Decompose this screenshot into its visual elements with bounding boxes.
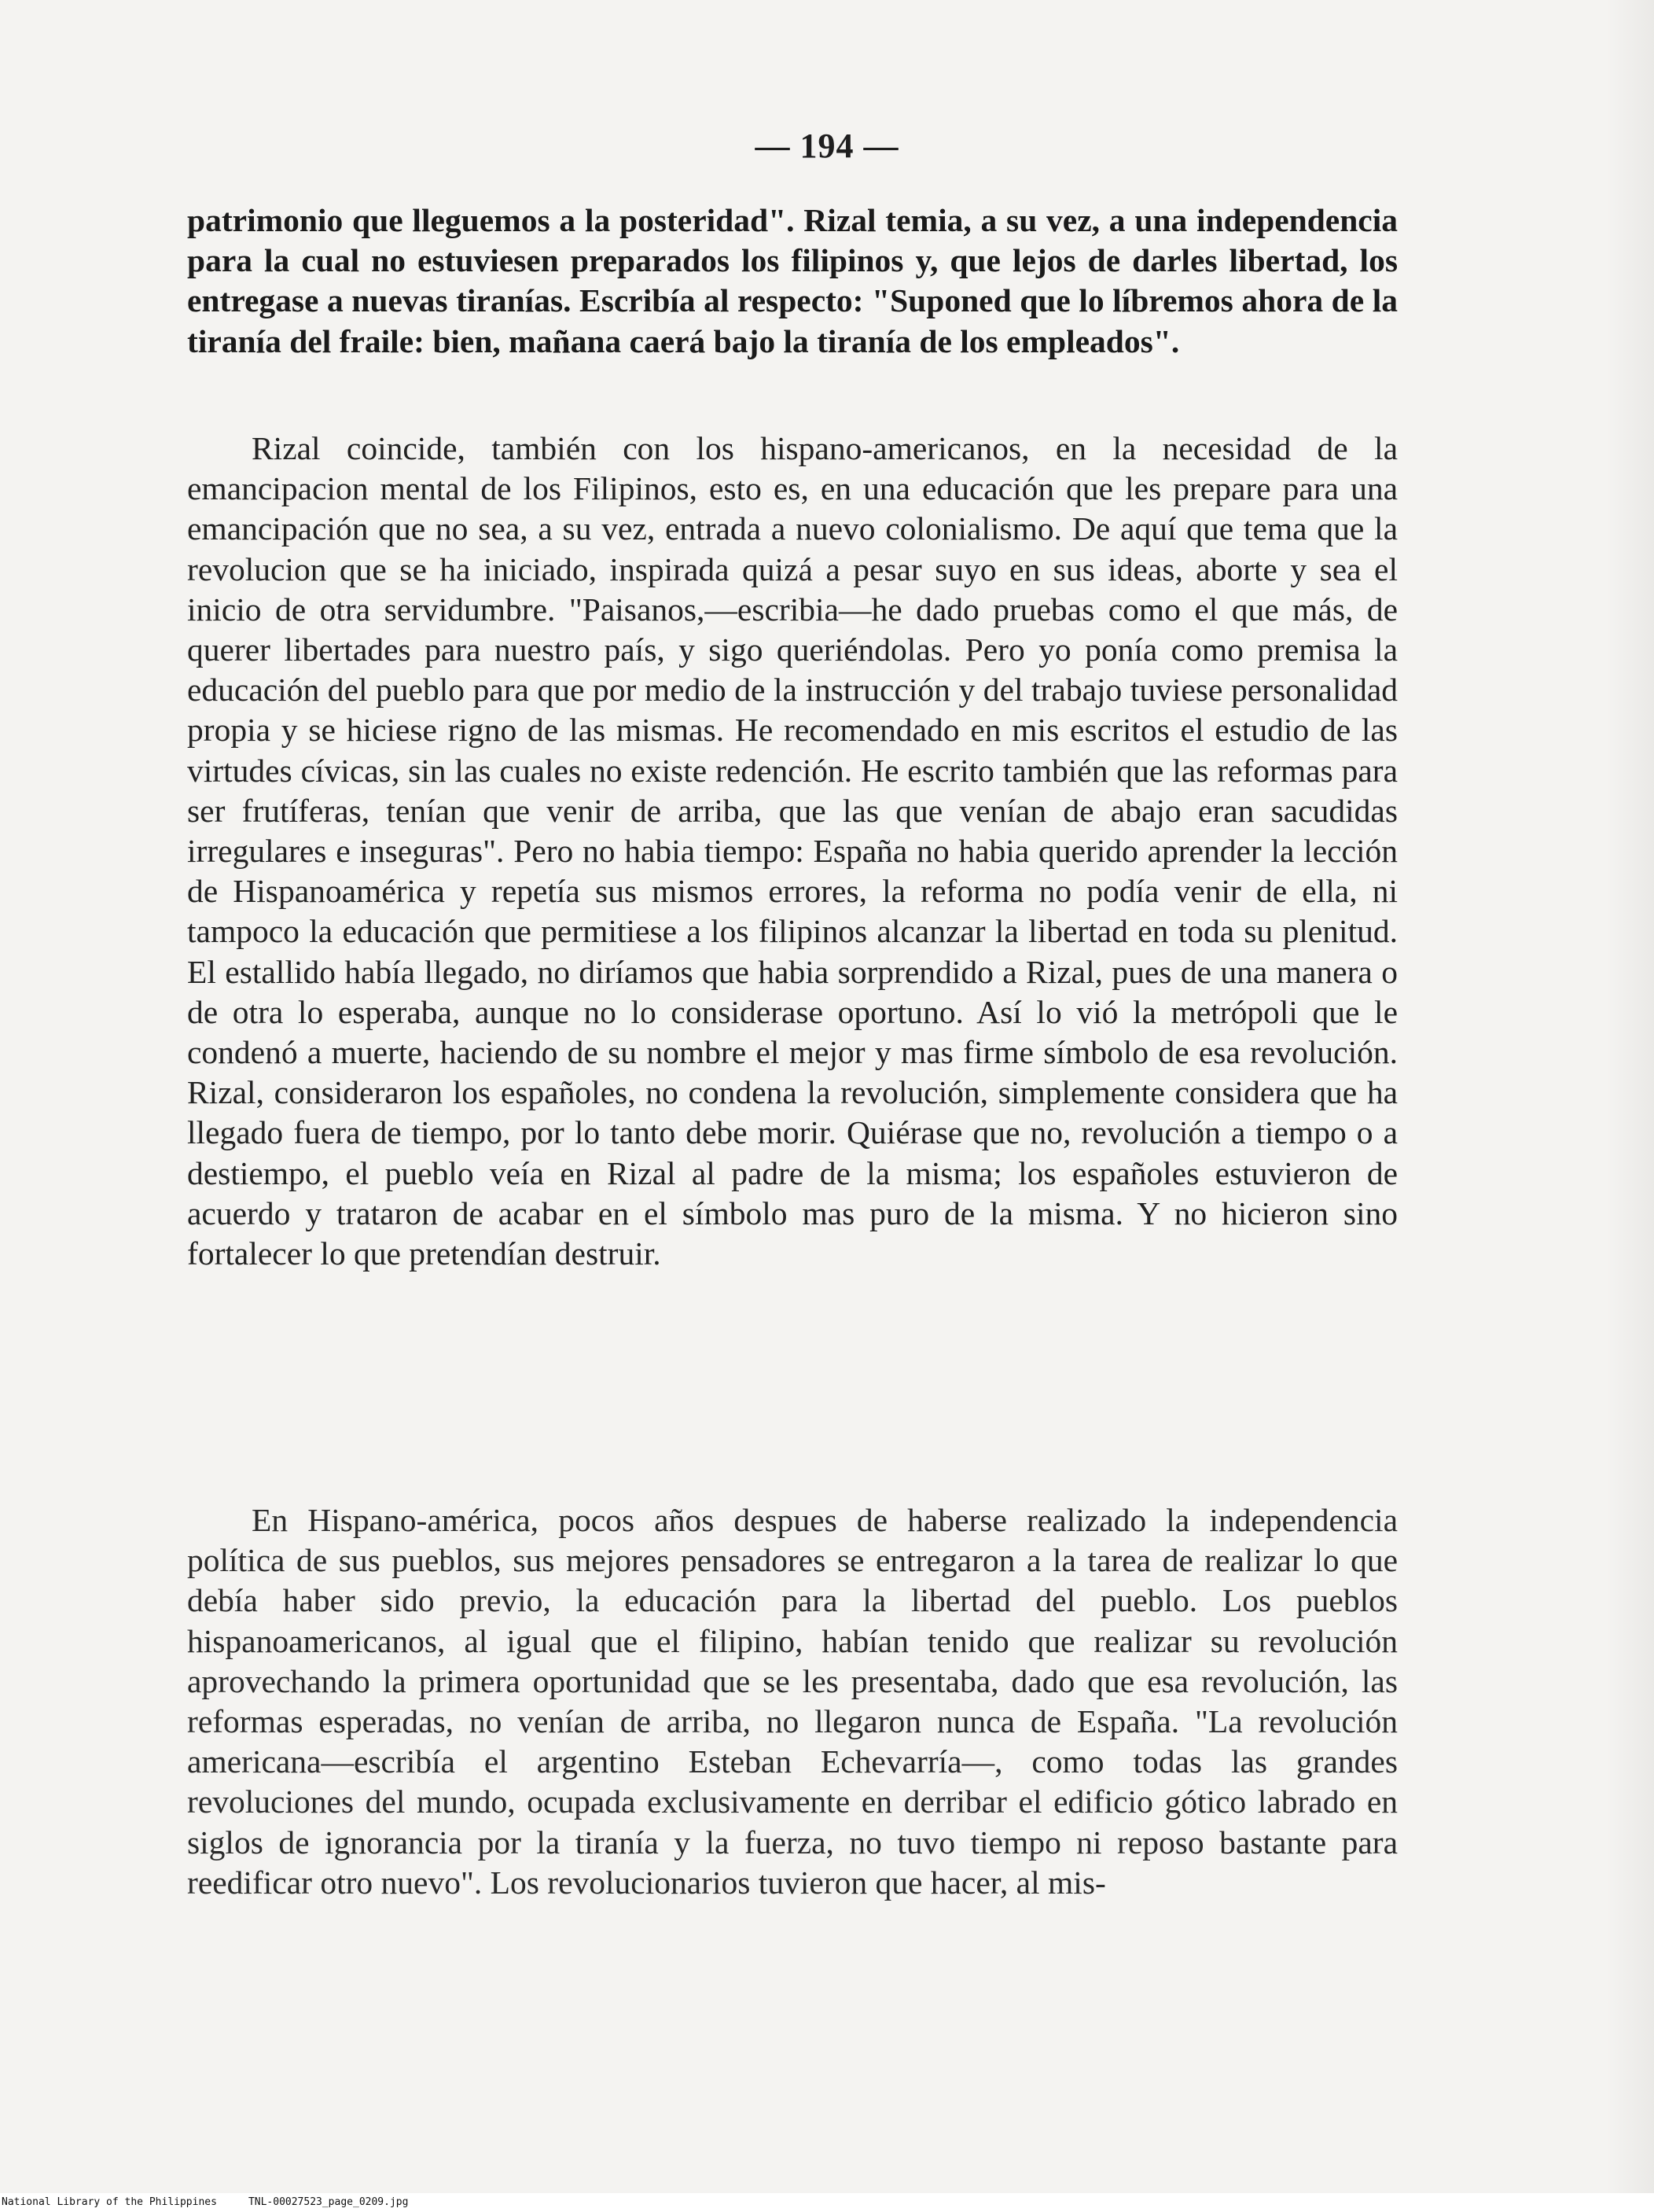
scan-footer <box>0 2193 1654 2212</box>
scan-shadow-edge <box>1607 0 1654 2194</box>
page-number: — 194 — <box>755 127 899 165</box>
footer-filename: TNL-00027523_page_0209.jpg <box>248 2196 409 2208</box>
paragraph-3: En Hispano-américa, pocos años despues de haberse realizado la independencia política de sus pueblos, sus mejores pensadores se entregaron a la tarea de realizar lo que debía haber sido previo, la educación para la libertad del pueblo. Los pueblos hispanoamericanos, al igual que el filipino, habían tenido que realizar su revolución aprovechando la primera oportunidad que se les presentaba, dado que esa revolución, las reformas esperadas, no venían de arriba, no llegaron nunca de España. "La revolución americana—escribía el argentino Esteban Echevarría—, como todas las grandes revoluciones del mundo, ocupada exclusivamente en derribar el edificio gótico labrado en siglos de ignorancia por la tiranía y la fuerza, no tuvo tiempo ni reposo bastante para reedificar otro nuevo". Los revolucionarios tuvieron que hacer, al mis- <box>187 1502 1398 1901</box>
footer-library: National Library of the Philippines <box>2 2196 217 2208</box>
paragraph-1: patrimonio que lleguemos a la posteridad". Rizal temia, a su vez, a una independencia para la cual no estuviesen preparados los filipinos y, que lejos de darles libertad, los entregase a nuevas tiranías. Escribía al respecto: "Suponed que lo líbremos ahora de la tiranía del fraile: bien, mañana caerá bajo la tiranía de los empleados". <box>187 202 1398 359</box>
paragraph-2: Rizal coincide, también con los hispano-americanos, en la necesidad de la emancipacion mental de los Filipinos, esto es, en una educación que les prepare para una emancipación que no sea, a su vez, entrada a nuevo colonialismo. De aquí que tema que la revolucion que se ha iniciado, inspirada quizá a pesar suyo en sus ideas, aborte y sea el inicio de otra servidumbre. "Paisanos,—escribia—he dado pruebas como el que más, de querer libertades para nuestro país, y sigo queriéndolas. Pero yo ponía como premisa la educación del pueblo para que por medio de la instrucción y del trabajo tuviese personalidad propia y se hiciese rigno de las mismas. He recomendado en mis escritos el estudio de las virtudes cívicas, sin las cuales no existe redención. He escrito también que las reformas para ser frutíferas, tenían que venir de arriba, que las que venían de abajo eran sacudidas irregulares e inseguras". Pero no habia tiempo: España no habia querido aprender la lección de Hispanoamérica y repetía sus mismos errores, la reforma no podía venir de ella, ni tampoco la educación que permitiese a los filipinos alcanzar la libertad en toda su plenitud. El estallido había llegado, no diríamos que habia sorprendido a Rizal, pues de una manera o de otra lo esperaba, aunque no lo considerase oportuno. Así lo vió la metrópoli que le condenó a muerte, haciendo de su nombre el mejor y mas firme símbolo de esa revolución. Rizal, consideraron los españoles, no condena la revolución, simplemente considera que ha llegado fuera de tiempo, por lo tanto debe morir. Quiérase que no, revolución a tiempo o a destiempo, el pueblo veía en Rizal al padre de la misma; los españoles estuvieron de acuerdo y trataron de acabar en el símbolo mas puro de la misma. Y no hicieron sino fortalecer lo que pretendían destruir. <box>187 430 1398 1272</box>
